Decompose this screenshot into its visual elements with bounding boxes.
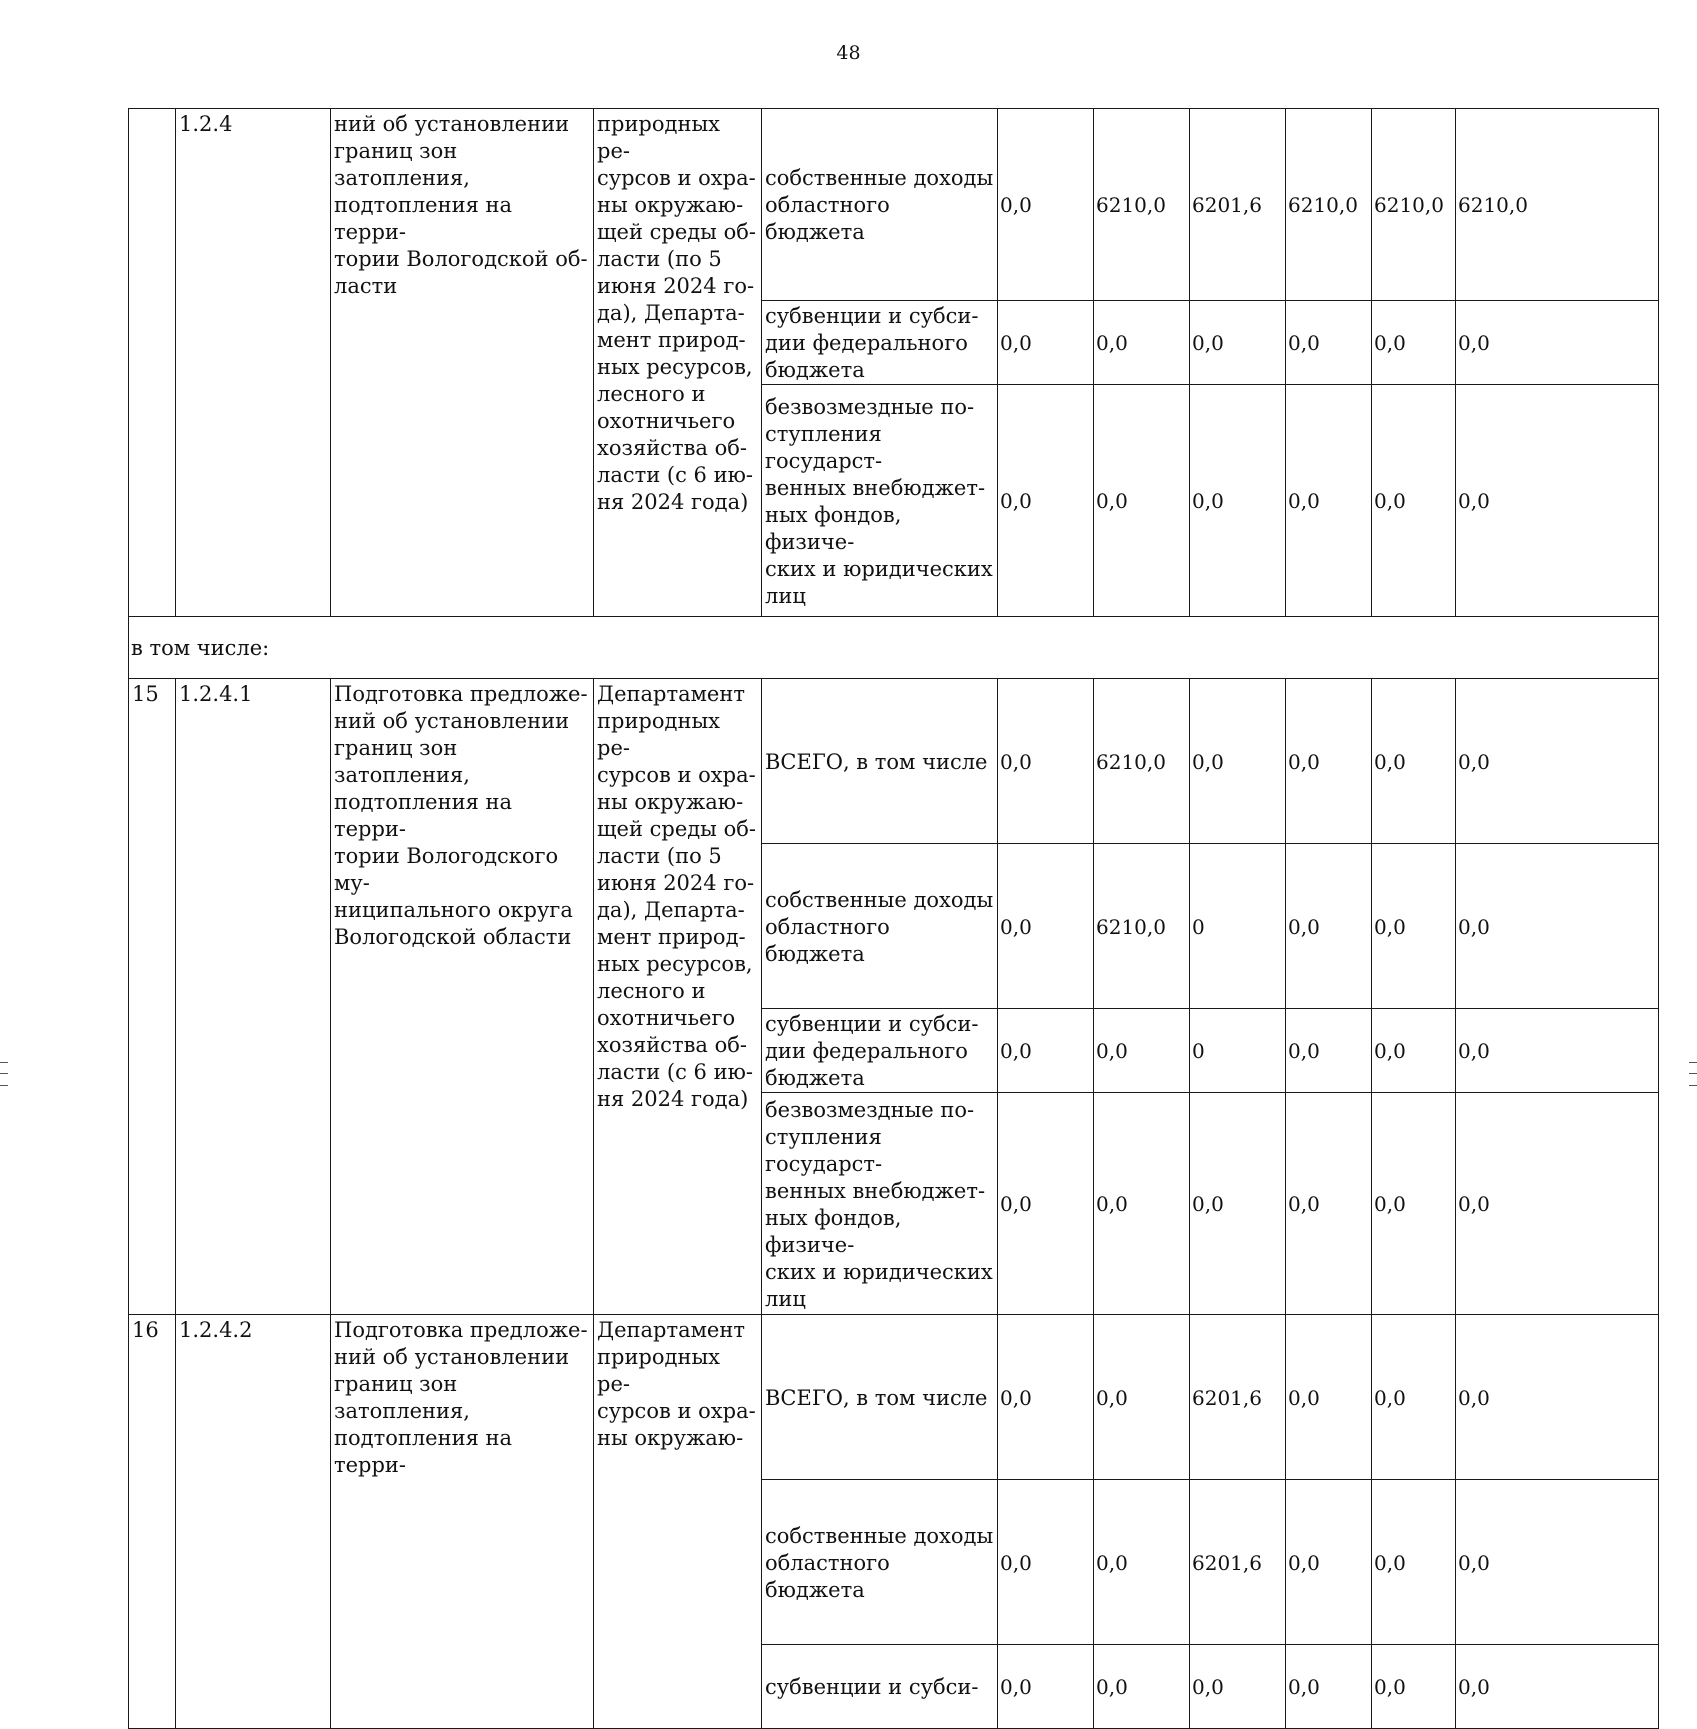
funding-value: 0,0 [1456, 1315, 1659, 1480]
funding-value: 0,0 [1456, 385, 1659, 617]
funding-value: 0,0 [1286, 385, 1372, 617]
funding-value: 6210,0 [1094, 679, 1190, 844]
funding-value: 0,0 [1286, 301, 1372, 385]
funding-value: 0,0 [1094, 301, 1190, 385]
funding-value: 0,0 [1094, 385, 1190, 617]
funding-value: 0,0 [1190, 385, 1286, 617]
funding-value: 0,0 [1372, 1480, 1456, 1645]
table-row [129, 109, 1659, 301]
funding-value: 0,0 [1456, 301, 1659, 385]
measure-code: 1.2.4.1 [176, 679, 331, 1315]
funding-value: 0,0 [1286, 1315, 1372, 1480]
row-index: 16 [129, 1315, 176, 1729]
funding-value: 0,0 [1372, 844, 1456, 1009]
funding-value: 0,0 [1372, 301, 1456, 385]
funding-value: 6210,0 [1456, 109, 1659, 301]
funding-source: собственные доходы областного бюджета [762, 109, 998, 301]
measure-name: Подготовка предложе- ний об установлении границ зон затопления, подтопления на терри- тории Вологодского му- ниципального округа Вологодской области [331, 679, 594, 1315]
funding-value: 0,0 [1286, 1645, 1372, 1729]
funding-value: 0,0 [998, 385, 1094, 617]
funding-source: ВСЕГО, в том числе [762, 1315, 998, 1480]
funding-value: 0,0 [998, 1315, 1094, 1480]
funding-value: 6201,6 [1190, 1480, 1286, 1645]
funding-value: 0,0 [1094, 1009, 1190, 1093]
funding-value: 0,0 [1286, 1009, 1372, 1093]
funding-value: 0,0 [1372, 1093, 1456, 1315]
funding-value: 0,0 [1190, 679, 1286, 844]
funding-value: 0 [1190, 844, 1286, 1009]
executor: природных ре- сурсов и охра- ны окружаю- щей среды об- ласти (по 5 июня 2024 го- да), Департа- мент природ- ных ресурсов, лесного и охотничьего хозяйства об- ласти (с 6 ию- ня 2024 года) [594, 109, 762, 617]
page-number: 48 [836, 42, 861, 64]
executor: Департамент природных ре- сурсов и охра- ны окружаю- [594, 1315, 762, 1729]
funding-value: 0,0 [1456, 1009, 1659, 1093]
row-index-cell [129, 109, 176, 617]
funding-value: 0,0 [998, 301, 1094, 385]
funding-value: 6201,6 [1190, 1315, 1286, 1480]
measure-name: Подготовка предложе- ний об установлении границ зон затопления, подтопления на терри- [331, 1315, 594, 1729]
subheading-row [129, 617, 1659, 679]
subheading: в том числе: [129, 617, 1659, 679]
funding-value: 0,0 [1286, 1480, 1372, 1645]
funding-value: 0,0 [998, 1645, 1094, 1729]
funding-value: 0,0 [1456, 1093, 1659, 1315]
table-row [129, 679, 1659, 844]
funding-value: 0,0 [1190, 1645, 1286, 1729]
funding-value: 0,0 [1456, 844, 1659, 1009]
executor: Департамент природных ре- сурсов и охра- ны окружаю- щей среды об- ласти (по 5 июня 2024 го- да), Департа- мент природ- ных ресурсов, лесного и охотничьего хозяйства об- ласти (с 6 ию- ня 2024 года) [594, 679, 762, 1315]
funding-value: 6201,6 [1190, 109, 1286, 301]
funding-source: собственные доходы областного бюджета [762, 1480, 998, 1645]
funding-value: 0 [1190, 1009, 1286, 1093]
funding-value: 0,0 [1456, 1645, 1659, 1729]
table-row [129, 1315, 1659, 1480]
funding-value: 0,0 [1372, 1315, 1456, 1480]
funding-value: 0,0 [1190, 1093, 1286, 1315]
funding-source: субвенции и субси- [762, 1645, 998, 1729]
funding-value: 0,0 [1286, 844, 1372, 1009]
funding-source: субвенции и субси- дии федерального бюджета [762, 301, 998, 385]
funding-source: субвенции и субси- дии федерального бюджета [762, 1009, 998, 1093]
funding-source: ВСЕГО, в том числе [762, 679, 998, 844]
funding-value: 0,0 [1286, 679, 1372, 844]
funding-value: 0,0 [998, 1009, 1094, 1093]
funding-value: 6210,0 [1094, 844, 1190, 1009]
funding-value: 0,0 [1094, 1093, 1190, 1315]
funding-value: 0,0 [1094, 1645, 1190, 1729]
row-index: 15 [129, 679, 176, 1315]
funding-value: 0,0 [1372, 1645, 1456, 1729]
measure-code: 1.2.4 [176, 109, 331, 617]
funding-value: 0,0 [1456, 679, 1659, 844]
funding-value: 0,0 [1456, 1480, 1659, 1645]
funding-value: 6210,0 [1094, 109, 1190, 301]
right-margin-mark [1689, 1062, 1697, 1086]
funding-value: 0,0 [1190, 301, 1286, 385]
funding-value: 6210,0 [1372, 109, 1456, 301]
funding-value: 0,0 [1094, 1315, 1190, 1480]
measure-code: 1.2.4.2 [176, 1315, 331, 1729]
funding-value: 0,0 [1094, 1480, 1190, 1645]
left-margin-mark [0, 1062, 8, 1086]
funding-value: 0,0 [998, 679, 1094, 844]
funding-value: 6210,0 [1286, 109, 1372, 301]
funding-value: 0,0 [1286, 1093, 1372, 1315]
measure-name: ний об установлении границ зон затопления, подтопления на терри- тории Вологодской об- ласти [331, 109, 594, 617]
funding-value: 0,0 [998, 1093, 1094, 1315]
funding-value: 0,0 [1372, 385, 1456, 617]
funding-source: собственные доходы областного бюджета [762, 844, 998, 1009]
funding-value: 0,0 [998, 109, 1094, 301]
funding-value: 0,0 [1372, 679, 1456, 844]
funding-source: безвозмездные по- ступления государст- венных внебюджет- ных фондов, физиче- ских и юридических лиц [762, 385, 998, 617]
funding-source: безвозмездные по- ступления государст- венных внебюджет- ных фондов, физиче- ских и юридических лиц [762, 1093, 998, 1315]
funding-value: 0,0 [1372, 1009, 1456, 1093]
funding-value: 0,0 [998, 844, 1094, 1009]
funding-value: 0,0 [998, 1480, 1094, 1645]
budget-table [128, 108, 1659, 1729]
